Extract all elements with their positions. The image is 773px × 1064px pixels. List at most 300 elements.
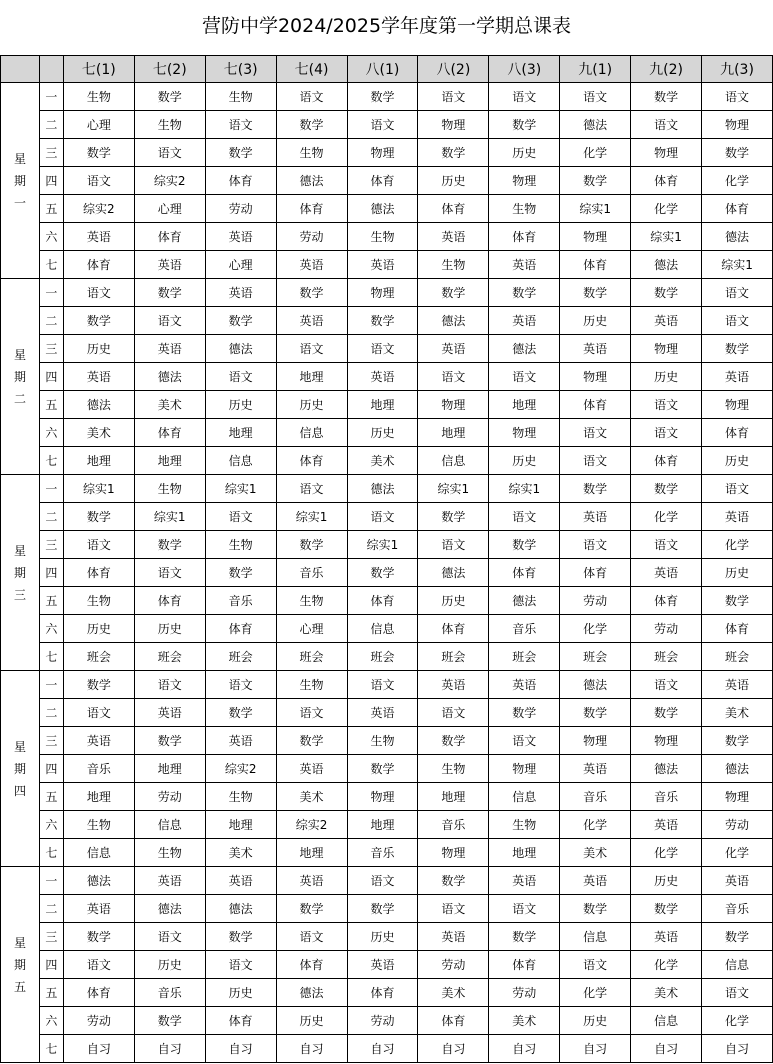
subject-cell: 历史 — [631, 867, 702, 895]
subject-cell: 德法 — [347, 475, 418, 503]
subject-cell: 体育 — [63, 559, 134, 587]
subject-cell: 信息 — [63, 839, 134, 867]
period-number: 二 — [39, 699, 63, 727]
subject-cell: 地理 — [134, 447, 205, 475]
subject-cell: 历史 — [347, 923, 418, 951]
subject-cell: 英语 — [702, 867, 773, 895]
subject-cell: 数学 — [347, 755, 418, 783]
subject-cell: 语文 — [418, 363, 489, 391]
period-number: 五 — [39, 195, 63, 223]
class-header: 九(3) — [702, 56, 773, 83]
subject-cell: 信息 — [702, 951, 773, 979]
table-row — [1, 1035, 773, 1063]
subject-cell: 音乐 — [134, 979, 205, 1007]
subject-cell: 地理 — [276, 839, 347, 867]
subject-cell: 历史 — [134, 951, 205, 979]
table-row — [1, 615, 773, 643]
subject-cell: 英语 — [205, 867, 276, 895]
subject-cell: 物理 — [418, 111, 489, 139]
subject-cell: 信息 — [560, 923, 631, 951]
subject-cell: 数学 — [489, 531, 560, 559]
table-row — [1, 755, 773, 783]
table-row — [1, 307, 773, 335]
subject-cell: 语文 — [560, 447, 631, 475]
period-number: 四 — [39, 951, 63, 979]
subject-cell: 语文 — [631, 419, 702, 447]
subject-cell: 地理 — [347, 391, 418, 419]
subject-cell: 化学 — [631, 951, 702, 979]
subject-cell: 语文 — [63, 699, 134, 727]
subject-cell: 综实2 — [205, 755, 276, 783]
subject-cell: 英语 — [560, 335, 631, 363]
subject-cell: 德法 — [702, 755, 773, 783]
subject-cell: 体育 — [205, 1007, 276, 1035]
subject-cell: 语文 — [205, 951, 276, 979]
subject-cell: 地理 — [205, 811, 276, 839]
subject-cell: 历史 — [489, 447, 560, 475]
subject-cell: 自习 — [205, 1035, 276, 1063]
period-number: 五 — [39, 979, 63, 1007]
subject-cell: 数学 — [63, 139, 134, 167]
day-label-char: 三 — [13, 587, 26, 602]
subject-cell: 德法 — [205, 895, 276, 923]
period-number: 一 — [39, 475, 63, 503]
table-row — [1, 167, 773, 195]
subject-cell: 班会 — [631, 643, 702, 671]
subject-cell: 自习 — [347, 1035, 418, 1063]
subject-cell: 语文 — [205, 671, 276, 699]
period-number: 六 — [39, 223, 63, 251]
subject-cell: 数学 — [631, 895, 702, 923]
subject-cell: 英语 — [631, 307, 702, 335]
subject-cell: 体育 — [276, 951, 347, 979]
corner-cell — [1, 56, 40, 83]
subject-cell: 班会 — [560, 643, 631, 671]
subject-cell: 英语 — [347, 951, 418, 979]
subject-cell: 德法 — [489, 335, 560, 363]
subject-cell: 数学 — [631, 279, 702, 307]
subject-cell: 化学 — [702, 839, 773, 867]
subject-cell: 数学 — [560, 699, 631, 727]
subject-cell: 生物 — [418, 251, 489, 279]
subject-cell: 生物 — [276, 587, 347, 615]
subject-cell: 综实2 — [134, 167, 205, 195]
table-row — [1, 391, 773, 419]
table-row — [1, 979, 773, 1007]
subject-cell: 历史 — [276, 391, 347, 419]
subject-cell: 历史 — [702, 447, 773, 475]
table-row — [1, 363, 773, 391]
subject-cell: 劳动 — [134, 783, 205, 811]
subject-cell: 语文 — [347, 335, 418, 363]
subject-cell: 语文 — [631, 531, 702, 559]
subject-cell: 数学 — [134, 531, 205, 559]
subject-cell: 地理 — [418, 419, 489, 447]
subject-cell: 数学 — [276, 531, 347, 559]
subject-cell: 生物 — [205, 531, 276, 559]
subject-cell: 语文 — [560, 419, 631, 447]
subject-cell: 数学 — [560, 279, 631, 307]
subject-cell: 数学 — [134, 83, 205, 111]
subject-cell: 英语 — [347, 251, 418, 279]
period-number: 六 — [39, 615, 63, 643]
subject-cell: 美术 — [560, 839, 631, 867]
day-label — [1, 279, 40, 475]
subject-cell: 体育 — [276, 195, 347, 223]
subject-cell: 体育 — [347, 979, 418, 1007]
subject-cell: 班会 — [63, 643, 134, 671]
subject-cell: 物理 — [489, 419, 560, 447]
subject-cell: 数学 — [205, 559, 276, 587]
table-row — [1, 503, 773, 531]
subject-cell: 班会 — [347, 643, 418, 671]
subject-cell: 物理 — [347, 279, 418, 307]
subject-cell: 综实2 — [276, 811, 347, 839]
subject-cell: 语文 — [418, 83, 489, 111]
subject-cell: 历史 — [276, 1007, 347, 1035]
subject-cell: 德法 — [205, 335, 276, 363]
subject-cell: 数学 — [205, 139, 276, 167]
subject-cell: 历史 — [205, 979, 276, 1007]
subject-cell: 历史 — [418, 587, 489, 615]
subject-cell: 英语 — [418, 223, 489, 251]
subject-cell: 信息 — [631, 1007, 702, 1035]
subject-cell: 语文 — [134, 559, 205, 587]
class-header: 九(2) — [631, 56, 702, 83]
subject-cell: 英语 — [560, 503, 631, 531]
subject-cell: 语文 — [63, 167, 134, 195]
subject-cell: 数学 — [347, 83, 418, 111]
subject-cell: 物理 — [560, 727, 631, 755]
subject-cell: 生物 — [134, 111, 205, 139]
subject-cell: 音乐 — [631, 783, 702, 811]
subject-cell: 英语 — [134, 699, 205, 727]
subject-cell: 历史 — [347, 419, 418, 447]
day-label — [1, 671, 40, 867]
subject-cell: 英语 — [631, 811, 702, 839]
class-header: 七(2) — [134, 56, 205, 83]
subject-cell: 综实1 — [134, 503, 205, 531]
subject-cell: 英语 — [560, 867, 631, 895]
subject-cell: 自习 — [276, 1035, 347, 1063]
subject-cell: 德法 — [63, 391, 134, 419]
subject-cell: 生物 — [63, 811, 134, 839]
subject-cell: 德法 — [63, 867, 134, 895]
subject-cell: 劳动 — [205, 195, 276, 223]
subject-cell: 劳动 — [489, 979, 560, 1007]
period-number: 五 — [39, 587, 63, 615]
subject-cell: 体育 — [702, 419, 773, 447]
table-row — [1, 699, 773, 727]
subject-cell: 物理 — [631, 335, 702, 363]
period-number: 三 — [39, 531, 63, 559]
table-row — [1, 1007, 773, 1035]
subject-cell: 化学 — [702, 167, 773, 195]
subject-cell: 化学 — [631, 839, 702, 867]
subject-cell: 音乐 — [347, 839, 418, 867]
period-number: 六 — [39, 419, 63, 447]
subject-cell: 音乐 — [63, 755, 134, 783]
subject-cell: 体育 — [134, 419, 205, 447]
class-header: 七(4) — [276, 56, 347, 83]
subject-cell: 语文 — [631, 391, 702, 419]
class-header-row — [1, 56, 773, 83]
subject-cell: 化学 — [631, 195, 702, 223]
subject-cell: 数学 — [276, 727, 347, 755]
subject-cell: 综实1 — [63, 475, 134, 503]
subject-cell: 心理 — [63, 111, 134, 139]
subject-cell: 语文 — [489, 727, 560, 755]
subject-cell: 物理 — [489, 167, 560, 195]
subject-cell: 音乐 — [489, 615, 560, 643]
subject-cell: 德法 — [631, 251, 702, 279]
subject-cell: 语文 — [276, 83, 347, 111]
subject-cell: 数学 — [63, 671, 134, 699]
subject-cell: 语文 — [702, 979, 773, 1007]
subject-cell: 生物 — [489, 195, 560, 223]
subject-cell: 综实1 — [205, 475, 276, 503]
subject-cell: 数学 — [702, 335, 773, 363]
table-row — [1, 195, 773, 223]
subject-cell: 德法 — [560, 671, 631, 699]
subject-cell: 英语 — [205, 279, 276, 307]
subject-cell: 物理 — [631, 139, 702, 167]
subject-cell: 劳动 — [631, 615, 702, 643]
subject-cell: 信息 — [489, 783, 560, 811]
subject-cell: 体育 — [63, 979, 134, 1007]
subject-cell: 语文 — [702, 83, 773, 111]
table-row — [1, 279, 773, 307]
subject-cell: 英语 — [702, 503, 773, 531]
period-number: 一 — [39, 279, 63, 307]
subject-cell: 数学 — [205, 307, 276, 335]
subject-cell: 数学 — [276, 111, 347, 139]
subject-cell: 德法 — [134, 895, 205, 923]
subject-cell: 生物 — [276, 671, 347, 699]
day-label-char: 期 — [13, 369, 26, 384]
subject-cell: 综实1 — [702, 251, 773, 279]
subject-cell: 语文 — [631, 671, 702, 699]
day-label-char: 星 — [13, 347, 26, 362]
subject-cell: 英语 — [205, 223, 276, 251]
subject-cell: 化学 — [702, 1007, 773, 1035]
subject-cell: 物理 — [489, 755, 560, 783]
subject-cell: 体育 — [489, 559, 560, 587]
subject-cell: 体育 — [631, 447, 702, 475]
subject-cell: 数学 — [631, 699, 702, 727]
subject-cell: 语文 — [702, 475, 773, 503]
subject-cell: 语文 — [418, 531, 489, 559]
subject-cell: 数学 — [276, 279, 347, 307]
period-number: 一 — [39, 867, 63, 895]
day-label-char: 星 — [13, 935, 26, 950]
subject-cell: 数学 — [631, 475, 702, 503]
subject-cell: 数学 — [560, 167, 631, 195]
subject-cell: 语文 — [63, 279, 134, 307]
day-label-char: 期 — [13, 761, 26, 776]
subject-cell: 英语 — [276, 867, 347, 895]
subject-cell: 班会 — [205, 643, 276, 671]
table-row — [1, 475, 773, 503]
subject-cell: 英语 — [347, 363, 418, 391]
subject-cell: 地理 — [347, 811, 418, 839]
subject-cell: 英语 — [560, 755, 631, 783]
page-title: 营防中学2024/2025学年度第一学期总课表 — [201, 15, 572, 37]
subject-cell: 数学 — [489, 699, 560, 727]
subject-cell: 语文 — [347, 671, 418, 699]
day-label-char: 二 — [13, 391, 26, 406]
subject-cell: 历史 — [205, 391, 276, 419]
subject-cell: 数学 — [418, 139, 489, 167]
table-row — [1, 447, 773, 475]
day-label-char: 星 — [13, 151, 26, 166]
subject-cell: 自习 — [560, 1035, 631, 1063]
subject-cell: 历史 — [63, 615, 134, 643]
subject-cell: 化学 — [560, 615, 631, 643]
subject-cell: 英语 — [276, 251, 347, 279]
subject-cell: 体育 — [489, 223, 560, 251]
subject-cell: 德法 — [347, 195, 418, 223]
subject-cell: 音乐 — [418, 811, 489, 839]
subject-cell: 语文 — [702, 279, 773, 307]
period-number: 二 — [39, 111, 63, 139]
subject-cell: 语文 — [205, 363, 276, 391]
subject-cell: 语文 — [489, 895, 560, 923]
subject-cell: 体育 — [560, 391, 631, 419]
subject-cell: 体育 — [418, 195, 489, 223]
subject-cell: 英语 — [134, 867, 205, 895]
subject-cell: 英语 — [489, 671, 560, 699]
subject-cell: 数学 — [347, 895, 418, 923]
subject-cell: 数学 — [702, 587, 773, 615]
subject-cell: 地理 — [489, 839, 560, 867]
subject-cell: 生物 — [489, 811, 560, 839]
subject-cell: 班会 — [134, 643, 205, 671]
table-row — [1, 139, 773, 167]
subject-cell: 德法 — [418, 559, 489, 587]
subject-cell: 英语 — [63, 223, 134, 251]
day-label-char: 星 — [13, 739, 26, 754]
subject-cell: 语文 — [347, 867, 418, 895]
subject-cell: 班会 — [276, 643, 347, 671]
table-row — [1, 223, 773, 251]
day-label-char: 期 — [13, 173, 26, 188]
subject-cell: 音乐 — [560, 783, 631, 811]
subject-cell: 体育 — [560, 559, 631, 587]
table-row — [1, 643, 773, 671]
period-number: 七 — [39, 447, 63, 475]
subject-cell: 地理 — [489, 391, 560, 419]
table-row — [1, 951, 773, 979]
period-number: 七 — [39, 1035, 63, 1063]
subject-cell: 英语 — [347, 699, 418, 727]
subject-cell: 德法 — [560, 111, 631, 139]
subject-cell: 语文 — [205, 111, 276, 139]
subject-cell: 化学 — [702, 531, 773, 559]
subject-cell: 化学 — [560, 979, 631, 1007]
corner-cell — [39, 56, 63, 83]
subject-cell: 综实1 — [418, 475, 489, 503]
subject-cell: 数学 — [489, 111, 560, 139]
subject-cell: 体育 — [418, 1007, 489, 1035]
day-label-char: 期 — [13, 957, 26, 972]
subject-cell: 数学 — [134, 727, 205, 755]
subject-cell: 数学 — [489, 279, 560, 307]
subject-cell: 音乐 — [205, 587, 276, 615]
subject-cell: 数学 — [489, 923, 560, 951]
subject-cell: 数学 — [63, 923, 134, 951]
subject-cell: 语文 — [134, 307, 205, 335]
class-header: 七(1) — [63, 56, 134, 83]
subject-cell: 数学 — [347, 307, 418, 335]
subject-cell: 体育 — [205, 167, 276, 195]
subject-cell: 劳动 — [418, 951, 489, 979]
subject-cell: 物理 — [418, 839, 489, 867]
table-row — [1, 559, 773, 587]
subject-cell: 体育 — [631, 167, 702, 195]
subject-cell: 地理 — [276, 363, 347, 391]
subject-cell: 劳动 — [276, 223, 347, 251]
subject-cell: 综实2 — [63, 195, 134, 223]
day-label-char: 五 — [13, 979, 26, 994]
subject-cell: 生物 — [347, 223, 418, 251]
subject-cell: 德法 — [702, 223, 773, 251]
subject-cell: 综实1 — [560, 195, 631, 223]
subject-cell: 英语 — [134, 335, 205, 363]
period-number: 四 — [39, 363, 63, 391]
subject-cell: 自习 — [702, 1035, 773, 1063]
table-row — [1, 895, 773, 923]
period-number: 三 — [39, 727, 63, 755]
subject-cell: 英语 — [63, 895, 134, 923]
subject-cell: 德法 — [631, 755, 702, 783]
period-number: 四 — [39, 559, 63, 587]
table-row — [1, 335, 773, 363]
subject-cell: 英语 — [631, 559, 702, 587]
subject-cell: 信息 — [276, 419, 347, 447]
subject-cell: 美术 — [63, 419, 134, 447]
subject-cell: 语文 — [560, 83, 631, 111]
subject-cell: 历史 — [560, 307, 631, 335]
subject-cell: 地理 — [63, 783, 134, 811]
subject-cell: 历史 — [631, 363, 702, 391]
subject-cell: 德法 — [489, 587, 560, 615]
table-row — [1, 531, 773, 559]
subject-cell: 语文 — [276, 475, 347, 503]
subject-cell: 数学 — [418, 503, 489, 531]
subject-cell: 物理 — [702, 391, 773, 419]
subject-cell: 美术 — [418, 979, 489, 1007]
table-row — [1, 671, 773, 699]
subject-cell: 德法 — [276, 167, 347, 195]
subject-cell: 德法 — [276, 979, 347, 1007]
subject-cell: 语文 — [418, 895, 489, 923]
subject-cell: 历史 — [63, 335, 134, 363]
subject-cell: 数学 — [418, 727, 489, 755]
subject-cell: 化学 — [560, 139, 631, 167]
subject-cell: 体育 — [205, 615, 276, 643]
subject-cell: 语文 — [418, 699, 489, 727]
table-row — [1, 251, 773, 279]
subject-cell: 数学 — [134, 1007, 205, 1035]
subject-cell: 数学 — [560, 895, 631, 923]
period-number: 二 — [39, 503, 63, 531]
subject-cell: 物理 — [702, 111, 773, 139]
subject-cell: 语文 — [702, 307, 773, 335]
subject-cell: 体育 — [418, 615, 489, 643]
table-row — [1, 923, 773, 951]
period-number: 三 — [39, 139, 63, 167]
